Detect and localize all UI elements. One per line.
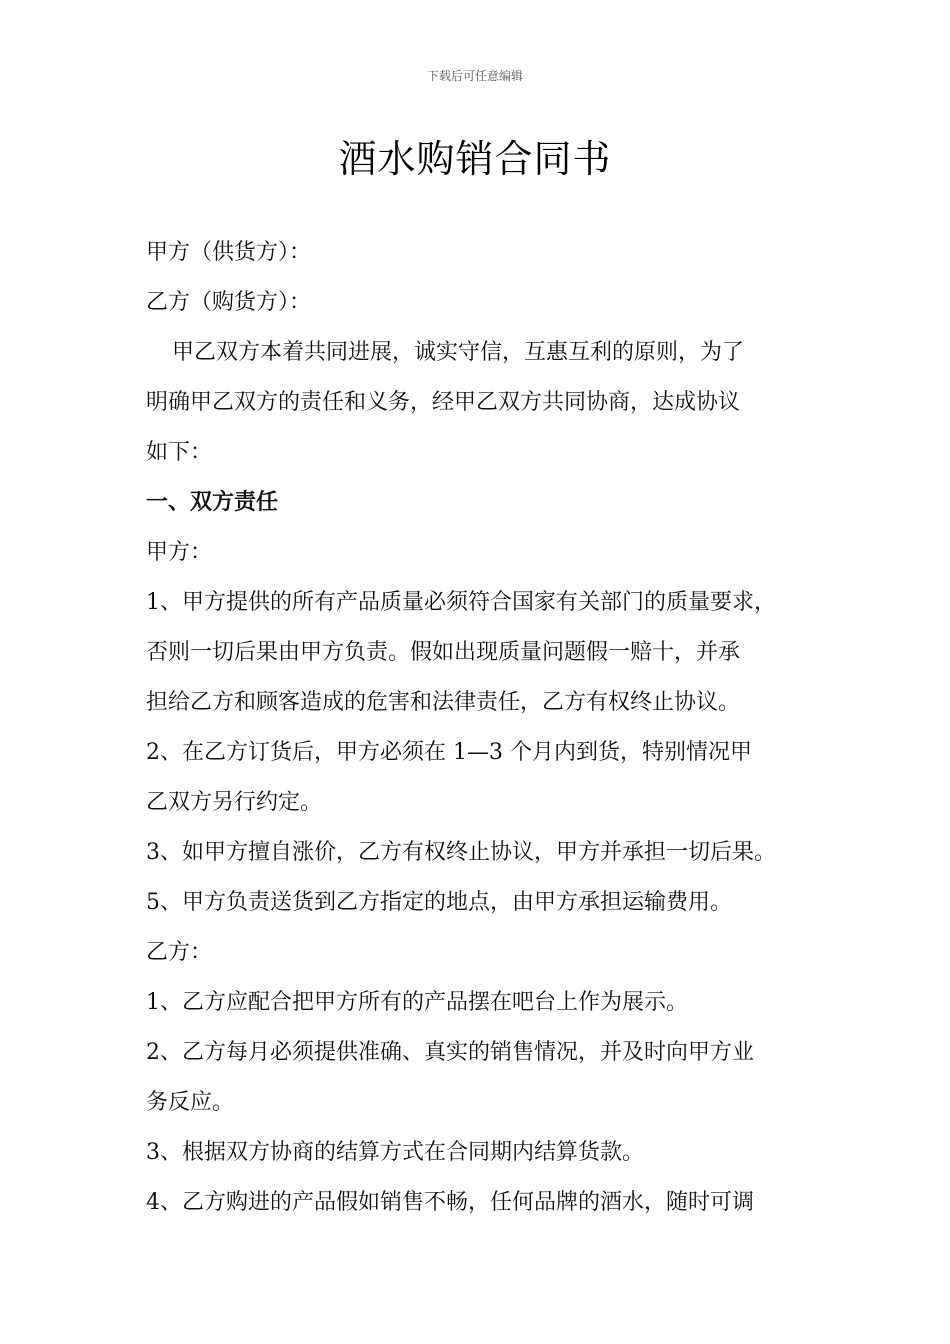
header-note: 下载后可任意编辑	[426, 69, 523, 83]
party-b-line: 乙方（购货方）：	[146, 290, 312, 315]
clause-line: 2、乙方每月必须提供准确、真实的销售情况，并及时向甲方业	[146, 1040, 754, 1065]
subsection-label: 甲方：	[146, 540, 213, 565]
section-heading: 一、双方责任	[146, 490, 279, 515]
party-a-line: 甲方（供货方）：	[146, 240, 312, 265]
clause-line: 务反应。	[146, 1090, 235, 1115]
clause-line: 5、甲方负责送货到乙方指定的地点，由甲方承担运输费用。	[146, 890, 732, 915]
clause-line: 4、乙方购进的产品假如销售不畅，任何品牌的酒水，随时可调	[146, 1190, 754, 1215]
clause-line: 1、甲方提供的所有产品质量必须符合国家有关部门的质量要求，	[146, 590, 776, 615]
clause-line: 担给乙方和顾客造成的危害和法律责任，乙方有权终止协议。	[146, 690, 741, 715]
subsection-label: 乙方：	[146, 940, 213, 965]
clause-line: 1、乙方应配合把甲方所有的产品摆在吧台上作为展示。	[146, 990, 688, 1015]
document-title: 酒水购销合同书	[338, 137, 612, 181]
intro-paragraph-line: 如下：	[146, 440, 213, 465]
intro-paragraph-line: 甲乙双方本着共同进展，诚实守信，互惠互利的原则，为了	[172, 340, 745, 365]
document-body	[146, 228, 826, 1228]
clause-line: 2、在乙方订货后，甲方必须在 1—3 个月内到货，特别情况甲	[146, 740, 752, 765]
clause-line: 3、根据双方协商的结算方式在合同期内结算货款。	[146, 1140, 644, 1165]
intro-paragraph-line: 明确甲乙双方的责任和义务，经甲乙双方共同协商，达成协议	[146, 390, 741, 415]
clause-line: 乙双方另行约定。	[146, 790, 323, 815]
clause-line: 否则一切后果由甲方负责。假如出现质量问题假一赔十，并承	[146, 640, 741, 665]
clause-line: 3、如甲方擅自涨价，乙方有权终止协议，甲方并承担一切后果。	[146, 840, 776, 865]
